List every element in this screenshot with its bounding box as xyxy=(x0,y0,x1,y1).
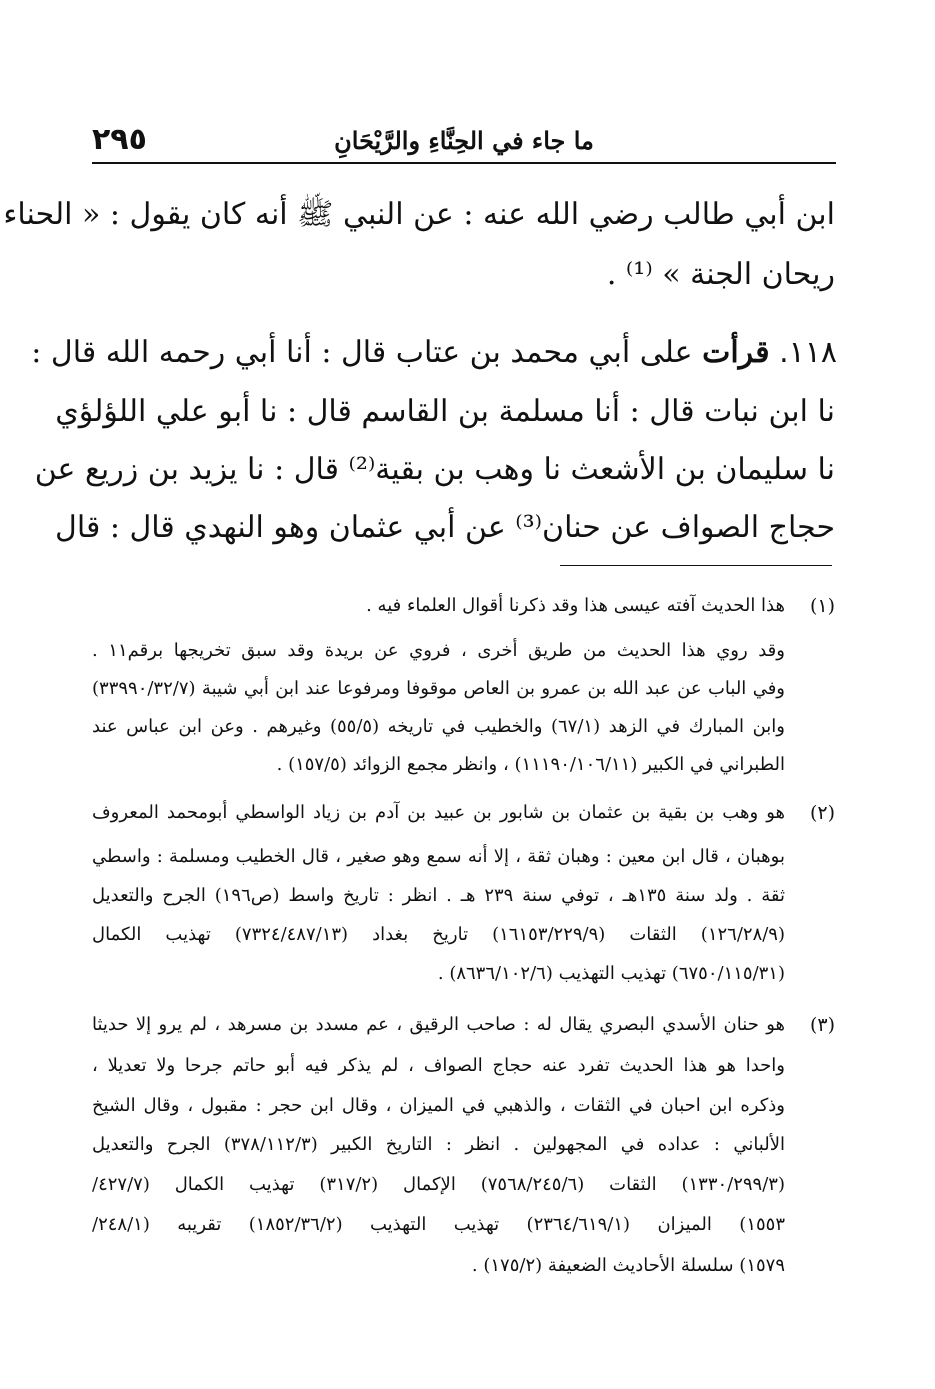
running-title: ما جاء في الحِنَّاءِ والرَّيْحَانِ xyxy=(334,126,594,155)
footnote-1-line: وفي الباب عن عبد الله بن عمرو بن العاص موقوفا ومرفوعا عند ابن أبي شيبة (٣٣٩٩٠/٣٢/٧) xyxy=(92,678,785,699)
footnote-3-line: ١٥٥٣) الميزان (٢٣٦٤/٦١٩/١) تهذيب التهذيب (١٨٥٢/٣٦/٢) تقريبه (٢٤٨/١/ xyxy=(92,1214,785,1235)
footnote-3-line: هو حنان الأسدي البصري يقال له : صاحب الرقيق ، عم مسدد بن مسرهد ، لم يرو إلا حديثا xyxy=(92,1014,785,1035)
footnote-2-line: (٦٧٥٠/١١٥/٣١) تهذيب التهذيب (٨٦٣٦/١٠٢/٦) . xyxy=(437,963,785,984)
footnote-3-line: وذكره ابن احبان في الثقات ، والذهبي في الميزان ، وقال ابن حجر : مقبول ، وقال الشيخ xyxy=(92,1095,785,1116)
footnote-1-mark: (١) xyxy=(809,595,835,617)
footnote-3-mark: (٣) xyxy=(809,1014,835,1036)
footnote-2-line: (١٢٦/٢٨/٩) الثقات (١٦١٥٣/٢٢٩/٩) تاريخ بغداد (٧٣٢٤/٤٨٧/١٣) تهذيب الكمال xyxy=(92,924,785,945)
body-line: ابن أبي طالب رضي الله عنه : عن النبي ﷺ أنه كان يقول : « الحناء xyxy=(3,197,835,232)
hadith-number: ١١٨. xyxy=(779,335,837,370)
footnote-2-line: بوهبان ، قال ابن معين : وهبان ثقة ، إلا أنه سمع وهو صغير ، قال الخطيب ومسلمة : واسطي xyxy=(92,846,785,867)
footnote-3-line: (١٣٣٠/٢٩٩/٣) الثقات (٧٥٦٨/٢٤٥/٦) الإكمال (٣١٧/٢) تهذيب الكمال (٤٢٧/٧/ xyxy=(92,1174,785,1195)
page-number: ٢٩٥ xyxy=(92,122,147,157)
footnote-2-line: هو وهب بن بقية بن عثمان بن شابور بن عبيد بن آدم بن زياد الواسطي أبومحمد المعروف xyxy=(92,802,785,823)
page-header xyxy=(92,118,836,164)
body-line: ريحان الجنة » ⁽¹⁾ . xyxy=(606,257,835,292)
footnote-1-line: الطبراني في الكبير (١١١٩٠/١٠٦/١١) ، وانظر مجمع الزوائد (١٥٧/٥) . xyxy=(276,754,785,775)
footnote-2-line: ثقة . ولد سنة ١٣٥هـ ، توفي سنة ٢٣٩ هـ . انظر : تاريخ واسط (ص١٩٦) الجرح والتعديل xyxy=(92,885,785,906)
body-line: نا ابن نبات قال : أنا مسلمة بن القاسم قال : نا أبو علي اللؤلؤي xyxy=(55,394,835,429)
hadith-118-line1 xyxy=(31,333,837,373)
body-line: حجاج الصواف عن حنان⁽³⁾ عن أبي عثمان وهو النهدي قال : قال xyxy=(55,510,835,545)
footnote-1-line: وقد روي هذا الحديث من طريق أخرى ، فروي عن بريدة وقد سبق تخريجها برقم١١ . xyxy=(92,640,785,661)
footnote-3-line: الألباني : عداده في المجهولين . انظر : التاريخ الكبير (٣٧٨/١١٢/٣) الجرح والتعديل xyxy=(92,1134,785,1155)
body-line: نا سليمان بن الأشعث نا وهب بن بقية⁽²⁾ قال : نا يزيد بن زريع عن xyxy=(34,452,835,487)
footnote-3-line: ١٥٧٩) سلسلة الأحاديث الضعيفة (١٧٥/٢) . xyxy=(471,1255,785,1276)
footnote-3-line: واحدا هو هذا الحديث تفرد عنه حجاج الصواف ، لم يذكر فيه أبو حاتم جرحا ولا تعديلا ، xyxy=(92,1055,785,1076)
qara-word: قرأت xyxy=(702,335,770,370)
footnote-separator xyxy=(560,565,832,566)
footnote-1-line: وابن المبارك في الزهد (٦٧/١) والخطيب في تاريخه (٥٥/٥) وغيرهم . وعن ابن عباس عند xyxy=(92,716,785,737)
hadith-text: على أبي محمد بن عتاب قال : أنا أبي رحمه الله قال : xyxy=(31,335,693,370)
footnote-1-line: هذا الحديث آفته عيسى هذا وقد ذكرنا أقوال العلماء فيه . xyxy=(366,595,785,616)
footnote-2-mark: (٢) xyxy=(809,802,835,824)
